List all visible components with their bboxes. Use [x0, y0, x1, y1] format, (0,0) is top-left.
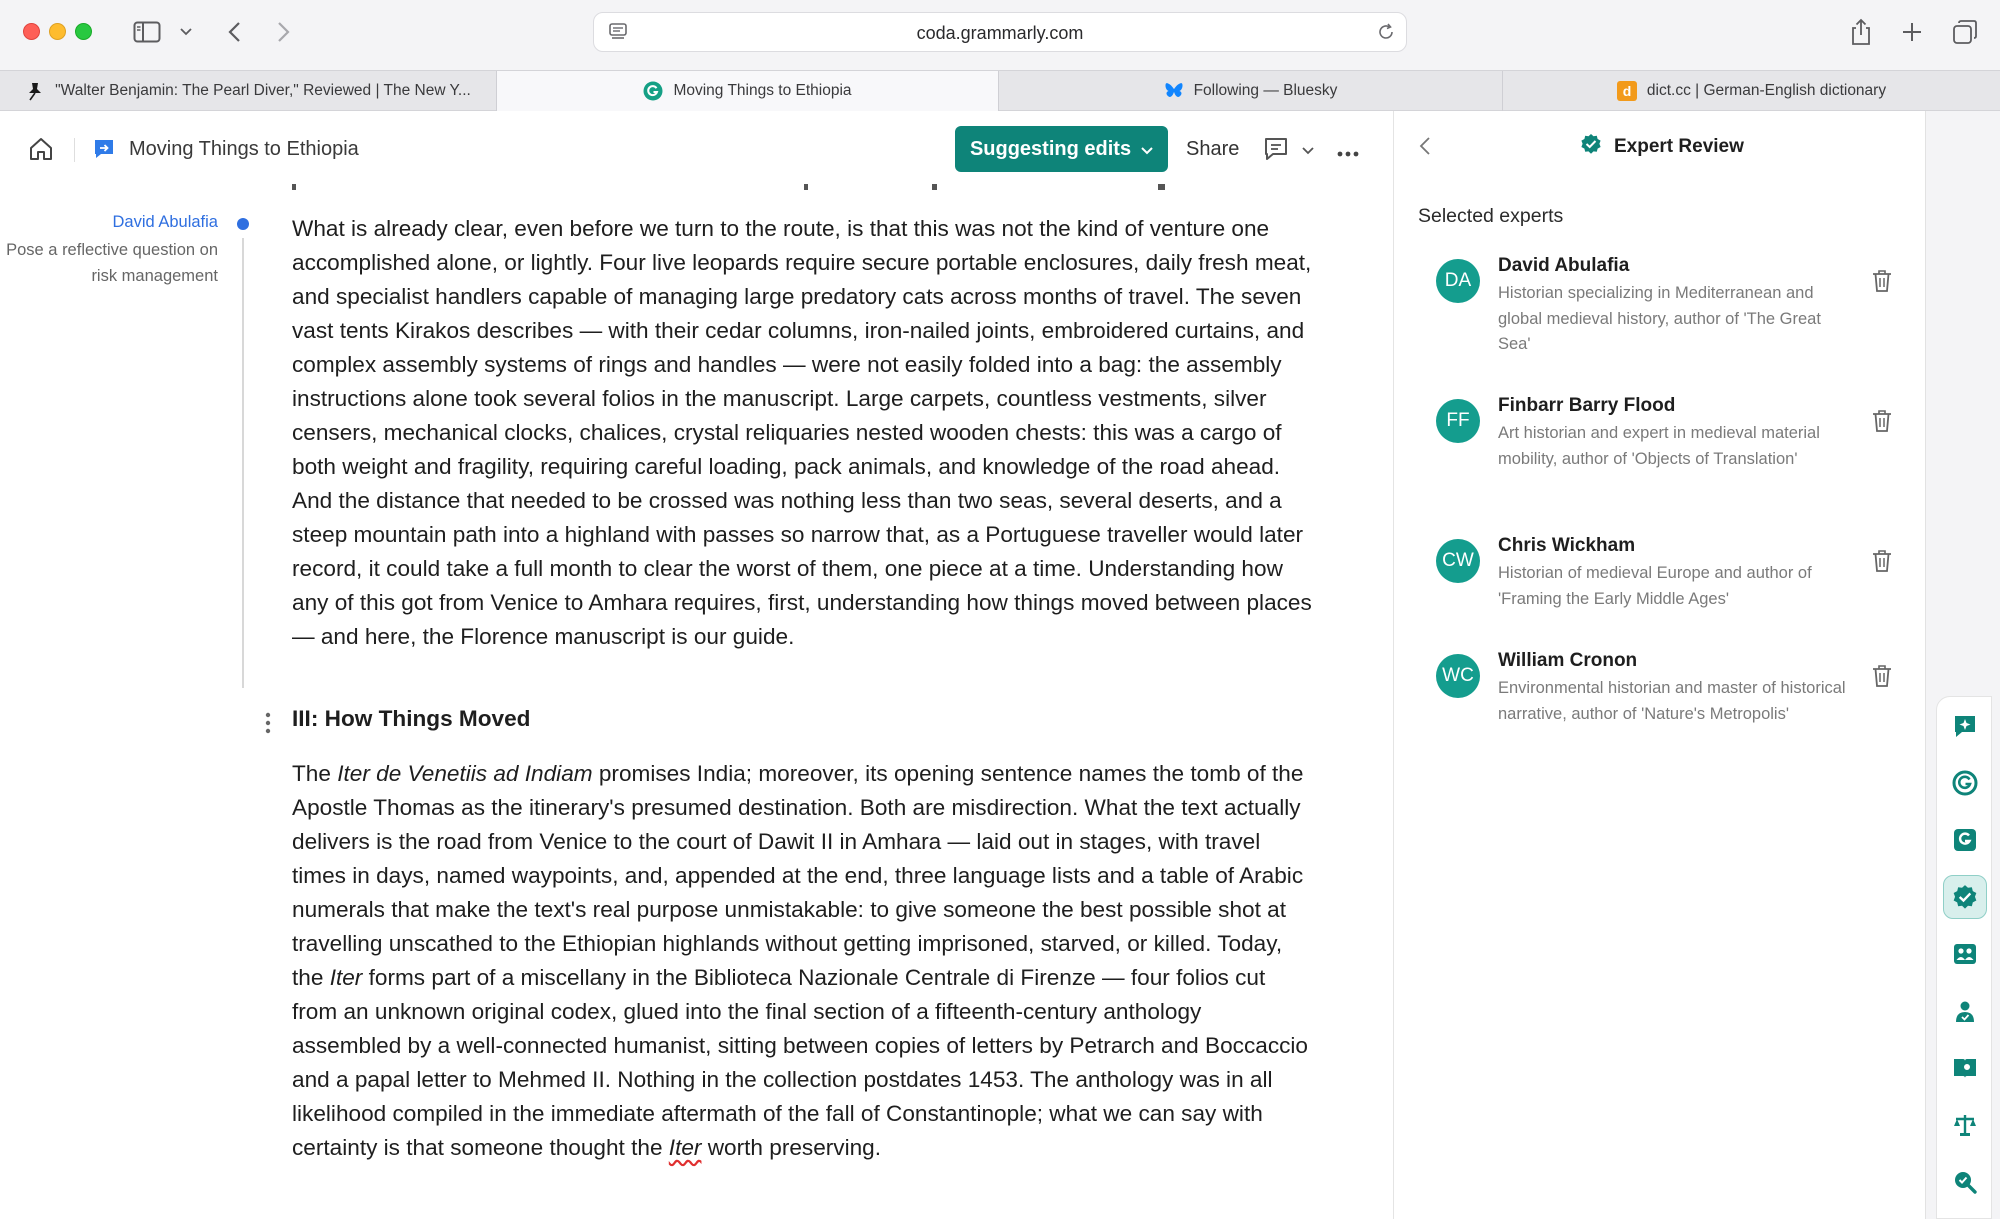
- expert-review-icon[interactable]: [1943, 875, 1987, 919]
- pin-icon: [25, 81, 45, 101]
- reader-icon[interactable]: [1947, 993, 1983, 1029]
- grammarly-icon[interactable]: [1947, 765, 1983, 801]
- trash-icon[interactable]: [1872, 409, 1892, 438]
- spelling-flagged-word[interactable]: Iter: [668, 1135, 702, 1160]
- expert-review-panel: [1393, 111, 1925, 1219]
- doc-arrow-icon: [92, 137, 116, 166]
- back-chevron-icon[interactable]: [1418, 135, 1432, 162]
- tab-new-yorker[interactable]: [0, 71, 497, 111]
- header-divider: [74, 138, 75, 162]
- tab-dictcc[interactable]: [1503, 71, 2000, 111]
- bluesky-icon: [1164, 81, 1184, 101]
- suggesting-edits-button[interactable]: [955, 126, 1168, 172]
- expert-description: Art historian and expert in medieval material mobility, author of 'Objects of Translation': [1498, 424, 1820, 468]
- tab-moving-things[interactable]: [497, 71, 999, 111]
- new-tab-icon[interactable]: [1898, 14, 1926, 50]
- url-text: coda.grammarly.com: [916, 23, 1084, 43]
- avatar: DA: [1436, 259, 1480, 303]
- audience-icon[interactable]: [1947, 936, 1983, 972]
- tab-label: dict.cc | German-English dictionary: [1646, 82, 1887, 99]
- avatar: WC: [1436, 654, 1480, 698]
- avatar: FF: [1436, 399, 1480, 443]
- svg-text:d: d: [1622, 83, 1632, 99]
- suggesting-edits-label: Suggesting edits: [969, 137, 1132, 160]
- comment-author[interactable]: David Abulafia: [112, 213, 218, 231]
- browser-toolbar: [0, 0, 2000, 70]
- expert-description: Historian of medieval Europe and author of 'Framing the Early Middle Ages': [1498, 564, 1812, 608]
- scrolled-text-fragment: [292, 170, 1192, 190]
- home-icon[interactable]: [28, 136, 54, 167]
- back-arrow-icon[interactable]: [222, 14, 246, 50]
- body-paragraph[interactable]: What is already clear, even before we turn to the route, is that this was not the kind of venture one accomplished alone, or lightly. Four live leopards require secure portable enclosures, daily fresh meat, and specialist handlers capable of managing large predatory cats across months of travel. The seven vast tents Kirakos describes — with their cedar columns, iron-nailed joints, embroidered curtains, and complex assembly systems of rings and handles — were not easily folded into a bag: the assembly instructions alone took several folios in the manuscript. Large carpets, countless vestments, silver censers, mechanical clocks, chalices, crystal reliquaries nested wooden chests: this was a cargo of both weight and fragility, requiring careful loading, pack animals, and knowledge of the road ahead. And the distance that needed to be crossed was nothing less than two seas, several deserts, and a steep mountain path into a highland with passes so narrow that, as a Portuguese traveller would later record, it could take a full month to clear the worst of them, one piece at a time. Understanding how any of this got from Venice to Amhara requires, first, understanding how things moved between places — and here, the Florence manuscript is our guide.: [292, 216, 1312, 649]
- trash-icon[interactable]: [1872, 549, 1892, 578]
- rewrite-icon[interactable]: [1947, 822, 1983, 858]
- comment-marker-icon[interactable]: [237, 218, 249, 230]
- section-heading[interactable]: III: How Things Moved: [292, 706, 531, 731]
- comment-icon[interactable]: [1262, 135, 1290, 168]
- drag-handle-icon[interactable]: [265, 712, 271, 739]
- tab-bluesky[interactable]: [999, 71, 1503, 111]
- panel-header: [1580, 133, 1744, 160]
- close-window-button[interactable]: [23, 23, 40, 40]
- doc-title[interactable]: Moving Things to Ethiopia: [129, 138, 359, 160]
- grammarly-icon: [643, 81, 663, 101]
- plagiarism-check-icon[interactable]: [1947, 1164, 1983, 1200]
- italic-title: Iter de Venetiis ad Indiam: [337, 761, 593, 786]
- chevron-down-icon[interactable]: [176, 14, 196, 50]
- comment-note[interactable]: Pose a reflective question on risk management: [6, 241, 218, 285]
- address-bar[interactable]: [593, 12, 1407, 52]
- dictcc-icon: [1617, 81, 1637, 101]
- italic-title: Iter: [329, 965, 363, 990]
- expert-name: Finbarr Barry Flood: [1498, 395, 1676, 416]
- chevron-down-icon: [1141, 138, 1153, 161]
- expert-name: David Abulafia: [1498, 255, 1630, 276]
- text-run: The: [292, 761, 338, 786]
- trash-icon[interactable]: [1872, 664, 1892, 693]
- expert-name: Chris Wickham: [1498, 535, 1636, 556]
- share-button[interactable]: Share: [1186, 138, 1240, 160]
- tab-label: "Walter Benjamin: The Pearl Diver," Reviewed | The New Y...: [55, 82, 471, 99]
- scales-icon[interactable]: [1947, 1107, 1983, 1143]
- sidebar-toggle-icon[interactable]: [130, 14, 164, 50]
- more-options-icon[interactable]: [1336, 145, 1360, 163]
- panel-title: Expert Review: [1614, 135, 1744, 157]
- tab-label: Following — Bluesky: [1193, 82, 1338, 99]
- selected-experts-heading: Selected experts: [1418, 205, 1564, 227]
- tab-bar: [0, 70, 2000, 111]
- forward-arrow-icon[interactable]: [272, 14, 296, 50]
- maximize-window-button[interactable]: [75, 23, 92, 40]
- minimize-window-button[interactable]: [49, 23, 66, 40]
- text-run: worth preserving.: [701, 1135, 882, 1160]
- tab-overview-icon[interactable]: [1950, 14, 1980, 50]
- body-paragraph[interactable]: [292, 757, 1312, 1165]
- expert-description: Environmental historian and master of historical narrative, author of 'Nature's Metropolis': [1498, 679, 1846, 723]
- expert-description: Historian specializing in Mediterranean and global medieval history, author of 'The Great Sea': [1498, 284, 1821, 353]
- text-run: forms part of a miscellany in the Biblioteca Nazionale Centrale di Firenze — four folios cut from an unknown original codex, glued into the final section of a fifteenth-century anthology assembled by a well-connected humanist, sitting between copies of letters by Petrarch and Boccaccio and a papal letter to Mehmed II. Nothing in the collection postdates 1453. The anthology was in all likelihood compiled in the immediate aftermath of the fall of Constantinople; what we can say with certainty is that someone thought the: [292, 965, 1309, 1160]
- expert-name: William Cronon: [1498, 650, 1638, 671]
- share-icon[interactable]: [1846, 14, 1876, 50]
- book-search-icon[interactable]: [1947, 1050, 1983, 1086]
- verified-badge-icon: [1580, 133, 1602, 160]
- ai-chat-icon[interactable]: [1947, 708, 1983, 744]
- comment-range-line: [242, 238, 244, 688]
- avatar: CW: [1436, 539, 1480, 583]
- text-run: promises India; moreover, its opening sentence names the tomb of the Apostle Thomas as the itinerary's presumed destination. Both are misdirection. What the text actually delivers is the road from Venice to the court of Dawit II in Amhara — laid out in stages, with travel times in days, named waypoints, and, appended at the end, three language lists and a table of Arabic numerals that make the text's real purpose unmistakable: to give someone the best possible shot at travelling unscathed to the Ethiopian highlands without getting imprisoned, starved, or killed. Today, the: [292, 761, 1304, 990]
- chevron-down-icon[interactable]: [1302, 142, 1314, 160]
- trash-icon[interactable]: [1872, 269, 1892, 298]
- tab-label: Moving Things to Ethiopia: [673, 82, 852, 99]
- reload-icon[interactable]: [1376, 22, 1396, 47]
